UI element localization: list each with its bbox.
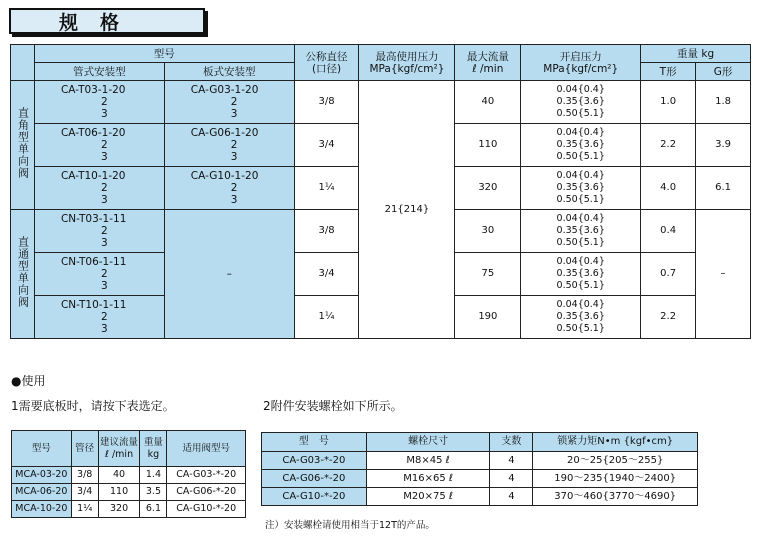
- bolts-header-torque: 锁紧力矩N•m {kgf•cm}: [533, 433, 698, 452]
- plate-model-cell: CA-G03-1-20 2 3: [164, 81, 294, 124]
- pipe-model-cell: CA-T10-1-20 2 3: [34, 167, 164, 210]
- bolt-model-cell: CA-G03-*-20: [262, 452, 367, 470]
- flow-cell: 30: [455, 210, 521, 253]
- plates-header-pipe: 管径: [71, 431, 98, 467]
- bolt-model-cell: CA-G06-*-20: [262, 470, 367, 488]
- size-cell: 3/4: [294, 253, 359, 296]
- usage-note-1: 1需要底板时，请按下表选定。: [11, 399, 175, 413]
- flow-cell: 75: [455, 253, 521, 296]
- plate-model-cell: CA-G10-1-20 2 3: [164, 167, 294, 210]
- shared-pressure-cell: 21{214}: [359, 81, 455, 339]
- inline-plate-dash: –: [164, 210, 294, 339]
- weight-t-cell: 0.7: [641, 253, 696, 296]
- flow-cell: 320: [455, 167, 521, 210]
- flow-cell: 190: [455, 296, 521, 339]
- bolts-header-count: 支数: [490, 433, 533, 452]
- flow-cell: 110: [455, 124, 521, 167]
- plates-header-valve: 适用阀型号: [167, 431, 246, 467]
- weight-g-cell: 1.8: [696, 81, 751, 124]
- table-row: [262, 470, 698, 488]
- crack-pressure-cell: 0.04{0.4} 0.35{3.6} 0.50{5.1}: [521, 296, 641, 339]
- crack-pressure-cell: 0.04{0.4} 0.35{3.6} 0.50{5.1}: [521, 210, 641, 253]
- weight-t-cell: 2.2: [641, 124, 696, 167]
- header-weight: 重量 kg: [641, 45, 751, 63]
- table-row: [12, 467, 246, 484]
- bolt-count-cell: 4: [490, 452, 533, 470]
- plate-pipe-cell: 1¹⁄₄: [71, 501, 98, 518]
- pipe-model-cell: CN-T10-1-11 2 3: [34, 296, 164, 339]
- bolt-count-cell: 4: [490, 488, 533, 506]
- size-cell: 1¹⁄₄: [294, 167, 359, 210]
- plate-weight-cell: 3.5: [140, 484, 167, 501]
- plate-valve-cell: CA-G10-*-20: [167, 501, 246, 518]
- size-cell: 3/8: [294, 81, 359, 124]
- table-row: [12, 501, 246, 518]
- header-weight-t: T形: [641, 63, 696, 81]
- bolt-size-cell: M16×65 ℓ: [366, 470, 490, 488]
- weight-t-cell: 2.2: [641, 296, 696, 339]
- bolt-size-cell: M20×75 ℓ: [366, 488, 490, 506]
- pipe-model-cell: CA-T06-1-20 2 3: [34, 124, 164, 167]
- plate-flow-cell: 40: [98, 467, 140, 484]
- subplate-table: [11, 430, 246, 518]
- group-right-angle: 直角型单向阀: [11, 81, 35, 210]
- table-row: [262, 452, 698, 470]
- header-pipe-type: 管式安装型: [34, 63, 164, 81]
- usage-heading: ●使用: [11, 374, 46, 388]
- plates-header-model: 型号: [12, 431, 72, 467]
- plate-pipe-cell: 3/8: [71, 467, 98, 484]
- header-max-pressure: 最高使用压力 MPa{kgf/cm²}: [359, 45, 455, 81]
- bolt-torque-cell: 190～235{1940～2400}: [533, 470, 698, 488]
- plate-valve-cell: CA-G06-*-20: [167, 484, 246, 501]
- header-plate-type: 板式安装型: [164, 63, 294, 81]
- crack-pressure-cell: 0.04{0.4} 0.35{3.6} 0.50{5.1}: [521, 167, 641, 210]
- plate-model-cell: CA-G06-1-20 2 3: [164, 124, 294, 167]
- crack-pressure-cell: 0.04{0.4} 0.35{3.6} 0.50{5.1}: [521, 124, 641, 167]
- plates-header-flow: 建议流量 ℓ /min: [98, 431, 140, 467]
- plate-weight-cell: 1.4: [140, 467, 167, 484]
- plate-model-cell: MCA-03-20: [12, 467, 72, 484]
- header-max-flow: 最大流量 ℓ /min: [455, 45, 521, 81]
- header-weight-g: G形: [696, 63, 751, 81]
- inline-g-dash: –: [696, 210, 751, 339]
- footnote: 注）安装螺栓请使用相当于12T的产品。: [265, 520, 435, 531]
- plate-flow-cell: 110: [98, 484, 140, 501]
- plates-header-weight: 重量 kg: [140, 431, 167, 467]
- plate-model-cell: MCA-10-20: [12, 501, 72, 518]
- weight-t-cell: 0.4: [641, 210, 696, 253]
- size-cell: 3/4: [294, 124, 359, 167]
- weight-t-cell: 4.0: [641, 167, 696, 210]
- bolt-model-cell: CA-G10-*-20: [262, 488, 367, 506]
- crack-pressure-cell: 0.04{0.4} 0.35{3.6} 0.50{5.1}: [521, 253, 641, 296]
- bolts-header-model: 型 号: [262, 433, 367, 452]
- weight-t-cell: 1.0: [641, 81, 696, 124]
- bolt-table: [261, 432, 698, 506]
- table-row: [12, 484, 246, 501]
- page-title: 规格: [9, 8, 205, 34]
- bolt-torque-cell: 20～25{205～255}: [533, 452, 698, 470]
- table-row: [262, 488, 698, 506]
- size-cell: 3/8: [294, 210, 359, 253]
- group-inline: 直通型单向阀: [11, 210, 35, 339]
- crack-pressure-cell: 0.04{0.4} 0.35{3.6} 0.50{5.1}: [521, 81, 641, 124]
- flow-cell: 40: [455, 81, 521, 124]
- weight-g-cell: 3.9: [696, 124, 751, 167]
- bolts-header-size: 螺栓尺寸: [366, 433, 490, 452]
- plate-flow-cell: 320: [98, 501, 140, 518]
- bolt-count-cell: 4: [490, 470, 533, 488]
- usage-note-2: 2附件安装螺栓如下所示。: [263, 399, 403, 413]
- corner-cell: [11, 45, 35, 81]
- header-nominal-size: 公称直径 (口径): [294, 45, 359, 81]
- plate-model-cell: MCA-06-20: [12, 484, 72, 501]
- bolt-size-cell: M8×45 ℓ: [366, 452, 490, 470]
- plate-weight-cell: 6.1: [140, 501, 167, 518]
- bolt-torque-cell: 370～460{3770～4690}: [533, 488, 698, 506]
- weight-g-cell: 6.1: [696, 167, 751, 210]
- header-model: 型号: [34, 45, 294, 63]
- pipe-model-cell: CN-T03-1-11 2 3: [34, 210, 164, 253]
- pipe-model-cell: CN-T06-1-11 2 3: [34, 253, 164, 296]
- header-crack-pressure: 开启压力 MPa{kgf/cm²}: [521, 45, 641, 81]
- size-cell: 1¹⁄₄: [294, 296, 359, 339]
- spec-table: [10, 44, 751, 339]
- pipe-model-cell: CA-T03-1-20 2 3: [34, 81, 164, 124]
- plate-valve-cell: CA-G03-*-20: [167, 467, 246, 484]
- plate-pipe-cell: 3/4: [71, 484, 98, 501]
